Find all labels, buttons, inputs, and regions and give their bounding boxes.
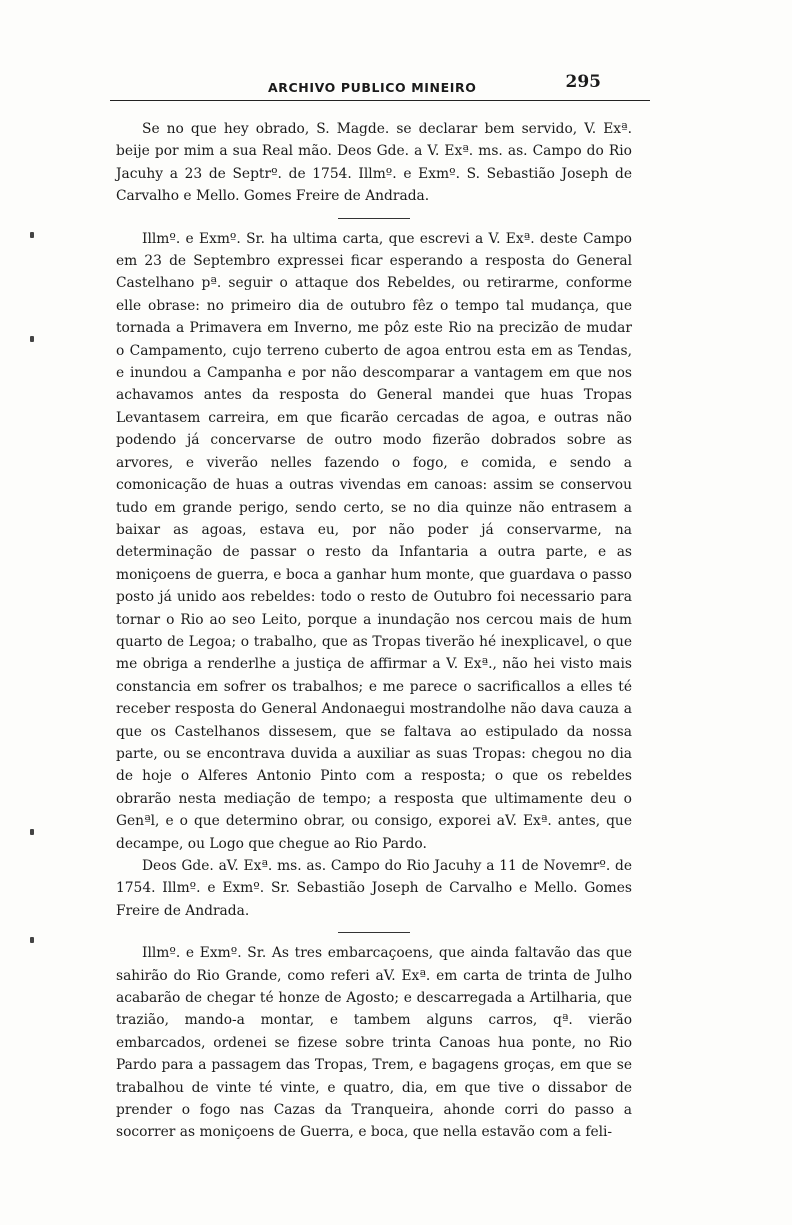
body-text	[116, 118, 632, 1144]
paragraph: Illmº. e Exmº. Sr. ha ultima carta, que escrevi a V. Exª. deste Campo em 23 de Septembro expressei ficar esperando a resposta do General Castelhano pª. seguir o attaque dos Rebeldes, ou retirarme, conforme elle obrase: no primeiro dia de outubro fêz o tempo tal mudança, que tornada a Primavera em Inverno, me pôz este Rio na precizão de mudar o Campamento, cujo terreno cuberto de agoa entrou esta em as Tendas, e inundou a Campanha e por não descomparar a vantagem em que nos achavamos antes da resposta do General mandei que huas Tropas Levantasem carreira, em que ficarão cercadas de agoa, e outras não podendo já concervarse de outro modo fizerão dobrados sobre as arvores, e viverão nelles fazendo o fogo, e comida, e sendo a comonicação de huas a outras vivendas em canoas: assim se conservou tudo em grande perigo, sendo certo, se no dia quinze não entrasem a baixar as agoas, estava eu, por não poder já conservarme, na determinação de passar o resto da Infantaria a outra parte, e as moniçoens de guerra, e boca a ganhar hum monte, que guardava o passo posto já unido aos rebeldes: todo o resto de Outubro foi necessario para tornar o Rio ao seo Leito, porque a inundação nos cercou mais de hum quarto de Legoa; o trabalho, que as Tropas tiverão hé inexplicavel, o que me obriga a renderlhe a justiça de affirmar a V. Exª., não hei visto mais constancia em sofrer os trabalhos; e me parece o sacrificallos a elles té receber resposta do General Andonaegui mostrandolhe não dava cauza a que os Castelhanos dissesem, que se faltava ao estipulado da nossa parte, ou se encontrava duvida a auxiliar as suas Tropas: chegou no dia de hoje o Alferes Antonio Pinto com a resposta; o que os rebeldes obrarão nesta mediação de tempo; a resposta que ultimamente deu o Genªl, e o que determino obrar, ou consigo, exporei aV. Exª. antes, que decampe, ou Logo que chegue ao Rio Pardo.	[116, 230, 632, 852]
margin-mark	[30, 937, 34, 943]
letter-embarcacoens	[116, 942, 632, 1144]
paragraph: Illmº. e Exmº. Sr. As tres embarcaçoens, que ainda faltavão das que sahirão do Rio Grande, como referi aV. Exª. em carta de trinta de Julho acabarão de chegar té honze de Agosto; e descarregada a Artilharia, que trazião, mando-a montar, e tambem alguns carros, qª. vierão embarcados, ordenei se fizese sobre trinta Canoas hua ponte, no Rio Pardo para a passagem das Tropas, Trem, e bagagens groças, em que se trabalhou de vinte té vinte, e quatro, dia, em que tive o dissabor de prender o fogo nas Cazas da Tranqueira, ahonde corri do passo a socorrer as moniçoens de Guerra, e boca, que nella estavão com a feli-	[116, 945, 632, 1141]
running-head: ARCHIVO PUBLICO MINEIRO	[268, 80, 477, 95]
page-number: 295	[565, 72, 601, 92]
margin-mark	[30, 232, 34, 238]
header-rule	[110, 100, 650, 101]
paragraph: Deos Gde. aV. Exª. ms. as. Campo do Rio Jacuhy a 11 de Novemrº. de 1754. Illmº. e Exmº. Sr. Sebastião Joseph de Carvalho e Mello. Gomes Freire de Andrada.	[116, 858, 632, 919]
letter-closing	[116, 118, 632, 208]
section-separator	[338, 932, 410, 933]
page-header	[108, 70, 653, 104]
section-separator	[338, 218, 410, 219]
margin-mark	[30, 336, 34, 342]
paragraph: Se no que hey obrado, S. Magde. se declarar bem servido, V. Exª. beije por mim a sua Real mão. Deos Gde. a V. Exª. ms. as. Campo do Rio Jacuhy a 23 de Septrº. de 1754. Illmº. e Exmº. S. Sebastião Joseph de Carvalho e Mello. Gomes Freire de Andrada.	[116, 121, 632, 205]
letter-novembro	[116, 228, 632, 923]
margin-mark	[30, 829, 34, 835]
